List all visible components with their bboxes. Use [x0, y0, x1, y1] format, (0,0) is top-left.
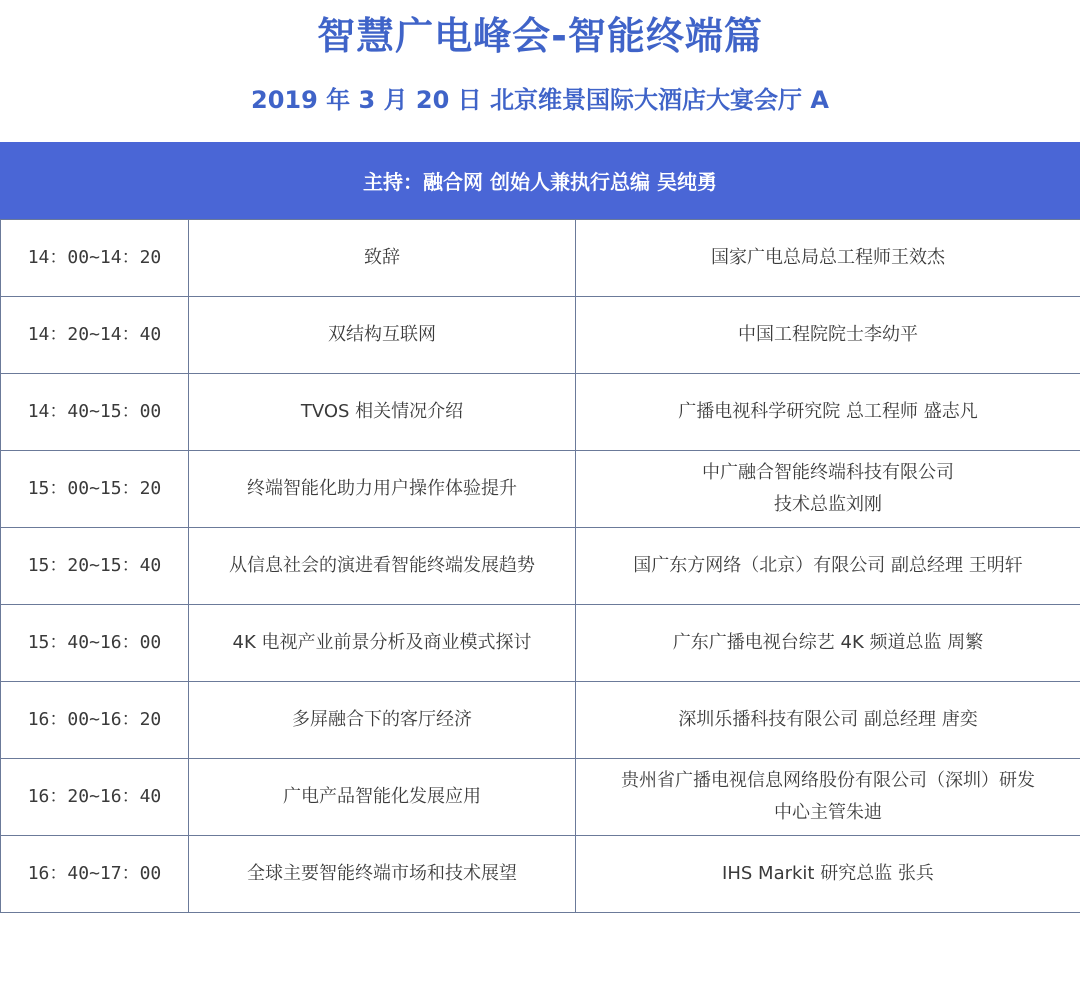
table-row: [1, 297, 1080, 374]
topic-cell: 终端智能化助力用户操作体验提升: [189, 451, 576, 528]
speaker-line: 中广融合智能终端科技有限公司: [702, 462, 954, 483]
table-row: [1, 836, 1080, 913]
time-cell: 14：40~15：00: [1, 374, 189, 451]
schedule-table: [0, 219, 1080, 913]
speaker-line: 国家广电总局总工程师王效杰: [711, 247, 945, 268]
topic-cell: 多屏融合下的客厅经济: [189, 682, 576, 759]
time-cell: 16：40~17：00: [1, 836, 189, 913]
speaker-cell: [576, 451, 1080, 528]
topic-cell: 从信息社会的演进看智能终端发展趋势: [189, 528, 576, 605]
speaker-cell: [576, 605, 1080, 682]
time-cell: 15：40~16：00: [1, 605, 189, 682]
page-header: [0, 0, 1080, 140]
table-row: [1, 451, 1080, 528]
topic-cell: 广电产品智能化发展应用: [189, 759, 576, 836]
time-cell: 15：00~15：20: [1, 451, 189, 528]
speaker-cell: [576, 374, 1080, 451]
speaker-line: 广播电视科学研究院 总工程师 盛志凡: [678, 401, 978, 422]
host-banner: [0, 142, 1080, 219]
topic-cell: 致辞: [189, 220, 576, 297]
speaker-line: IHS Markit 研究总监 张兵: [722, 863, 934, 884]
speaker-line: 广东广播电视台综艺 4K 频道总监 周繁: [672, 632, 984, 653]
table-row: [1, 605, 1080, 682]
host-label: 主持：融合网 创始人兼执行总编 吴纯勇: [363, 170, 717, 194]
speaker-line: 中国工程院院士李幼平: [738, 324, 918, 345]
speaker-line: 深圳乐播科技有限公司 副总经理 唐奕: [678, 709, 978, 730]
speaker-cell: [576, 759, 1080, 836]
table-row: [1, 682, 1080, 759]
speaker-cell: [576, 297, 1080, 374]
speaker-cell: [576, 682, 1080, 759]
time-cell: 15：20~15：40: [1, 528, 189, 605]
page-title: 智慧广电峰会-智能终端篇: [317, 14, 763, 58]
time-cell: 14：20~14：40: [1, 297, 189, 374]
topic-cell: 全球主要智能终端市场和技术展望: [189, 836, 576, 913]
time-cell: 14：00~14：20: [1, 220, 189, 297]
time-cell: 16：20~16：40: [1, 759, 189, 836]
table-row: [1, 759, 1080, 836]
speaker-cell: [576, 528, 1080, 605]
speaker-line: 中心主管朱迪: [774, 802, 882, 823]
topic-cell: 4K 电视产业前景分析及商业模式探讨: [189, 605, 576, 682]
table-row: [1, 220, 1080, 297]
time-cell: 16：00~16：20: [1, 682, 189, 759]
topic-cell: 双结构互联网: [189, 297, 576, 374]
speaker-cell: [576, 836, 1080, 913]
speaker-line: 技术总监刘刚: [774, 494, 882, 515]
table-row: [1, 528, 1080, 605]
speaker-line: 国广东方网络（北京）有限公司 副总经理 王明轩: [633, 555, 1023, 576]
speaker-cell: [576, 220, 1080, 297]
topic-cell: TVOS 相关情况介绍: [189, 374, 576, 451]
speaker-line: 贵州省广播电视信息网络股份有限公司（深圳）研发: [621, 770, 1035, 791]
event-date-venue: 2019 年 3 月 20 日 北京维景国际大酒店大宴会厅 A: [251, 86, 829, 114]
table-row: [1, 374, 1080, 451]
